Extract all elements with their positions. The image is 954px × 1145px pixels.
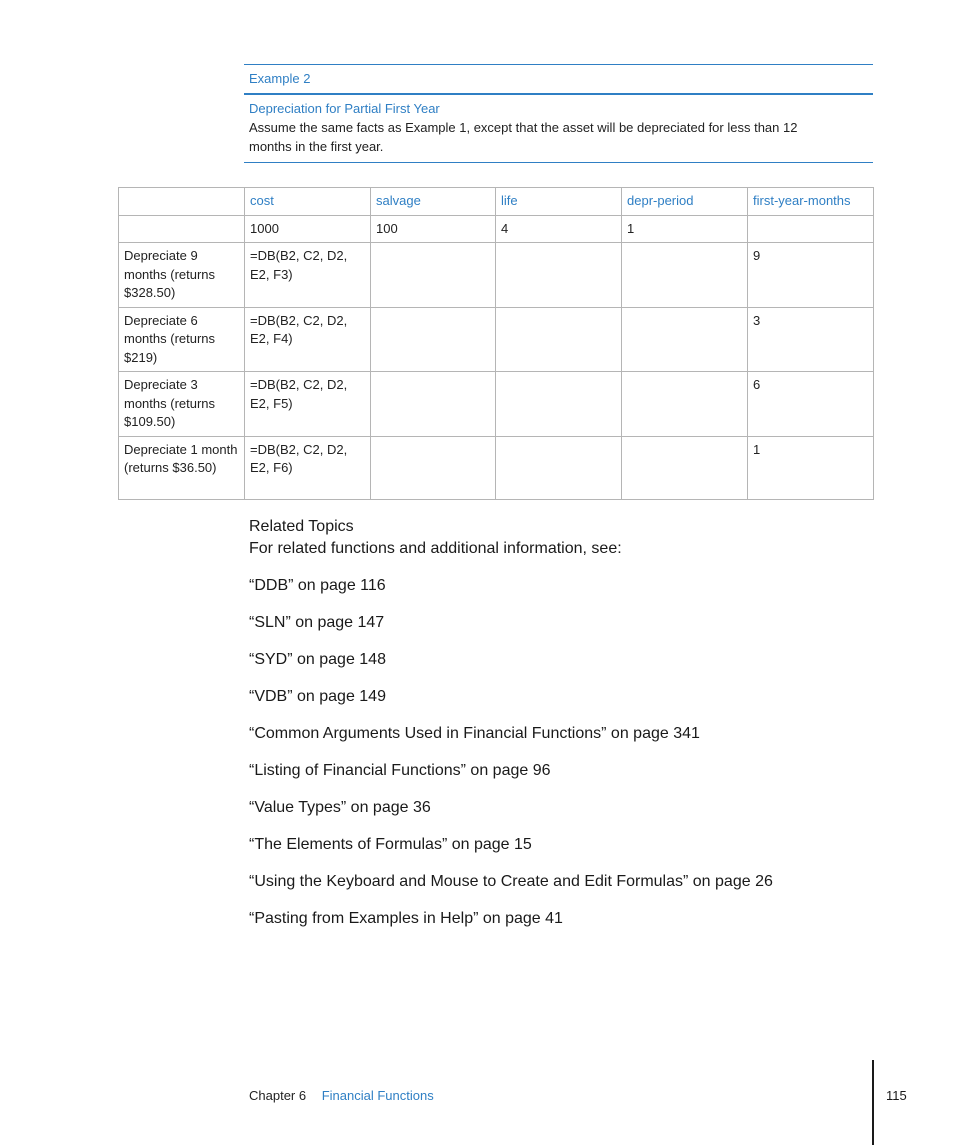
table-cell [622, 243, 748, 308]
row-formula: =DB(B2, C2, D2, E2, F3) [245, 243, 371, 308]
related-link-value-types[interactable]: “Value Types” on page 36 [249, 799, 431, 816]
table-cell [496, 436, 622, 499]
table-row [119, 243, 874, 308]
footer-section-link[interactable]: Financial Functions [321, 1088, 434, 1103]
example-box [244, 64, 873, 163]
row-label: Depreciate 1 month (returns $36.50) [119, 436, 245, 499]
table-cell [622, 436, 748, 499]
table-row [119, 436, 874, 499]
table-cell [622, 307, 748, 372]
header-cell-salvage: salvage [371, 188, 496, 216]
footer-chapter: Chapter 6 [249, 1088, 307, 1103]
table-cell [371, 307, 496, 372]
row-formula: =DB(B2, C2, D2, E2, F4) [245, 307, 371, 372]
table-cell: 4 [496, 215, 622, 243]
table-cell [371, 243, 496, 308]
related-link-sln[interactable]: “SLN” on page 147 [249, 614, 385, 631]
table-cell [496, 372, 622, 437]
row-label: Depreciate 3 months (returns $109.50) [119, 372, 245, 437]
row-months: 9 [748, 243, 874, 308]
page-footer [249, 1088, 434, 1103]
values-row [119, 215, 874, 243]
divider [244, 162, 873, 163]
row-formula: =DB(B2, C2, D2, E2, F5) [245, 372, 371, 437]
table-cell: 100 [371, 215, 496, 243]
example-title: Depreciation for Partial First Year [249, 101, 440, 116]
row-months: 1 [748, 436, 874, 499]
page-number: 115 [886, 1088, 907, 1103]
row-label: Depreciate 9 months (returns $328.50) [119, 243, 245, 308]
table-row [119, 307, 874, 372]
row-months: 6 [748, 372, 874, 437]
header-cell-cost: cost [245, 188, 371, 216]
table-cell [119, 215, 245, 243]
row-label: Depreciate 6 months (returns $219) [119, 307, 245, 372]
related-link-keyboard-mouse[interactable]: “Using the Keyboard and Mouse to Create and Edit Formulas” on page 26 [249, 873, 773, 890]
table-cell [371, 372, 496, 437]
header-cell-first-year-months: first-year-months [748, 188, 874, 216]
related-link-elements-formulas[interactable]: “The Elements of Formulas” on page 15 [249, 836, 532, 853]
related-link-vdb[interactable]: “VDB” on page 149 [249, 688, 386, 705]
related-topics-intro: For related functions and additional information, see: [249, 540, 622, 557]
related-links-list [249, 575, 869, 930]
related-link-ddb[interactable]: “DDB” on page 116 [249, 577, 386, 594]
table-cell [371, 436, 496, 499]
example-label: Example 2 [249, 71, 311, 86]
header-cell-blank [119, 188, 245, 216]
header-row [119, 188, 874, 216]
header-cell-depr-period: depr-period [622, 188, 748, 216]
table-cell [496, 243, 622, 308]
table-cell: 1000 [245, 215, 371, 243]
related-topics [249, 516, 869, 930]
table-cell [496, 307, 622, 372]
related-topics-heading: Related Topics [249, 518, 354, 535]
related-link-common-arguments[interactable]: “Common Arguments Used in Financial Functions” on page 341 [249, 725, 700, 742]
table-row [119, 372, 874, 437]
row-months: 3 [748, 307, 874, 372]
table-cell [748, 215, 874, 243]
table-cell [622, 372, 748, 437]
page-number-divider [872, 1060, 874, 1145]
table-cell: 1 [622, 215, 748, 243]
related-link-pasting-examples[interactable]: “Pasting from Examples in Help” on page 41 [249, 910, 563, 927]
example-description: Assume the same facts as Example 1, except that the asset will be depreciated for less than 12 months in the first year. [249, 120, 798, 154]
related-link-listing-financial[interactable]: “Listing of Financial Functions” on page 96 [249, 762, 551, 779]
header-cell-life: life [496, 188, 622, 216]
related-link-syd[interactable]: “SYD” on page 148 [249, 651, 386, 668]
row-formula: =DB(B2, C2, D2, E2, F6) [245, 436, 371, 499]
example-table [118, 187, 874, 500]
